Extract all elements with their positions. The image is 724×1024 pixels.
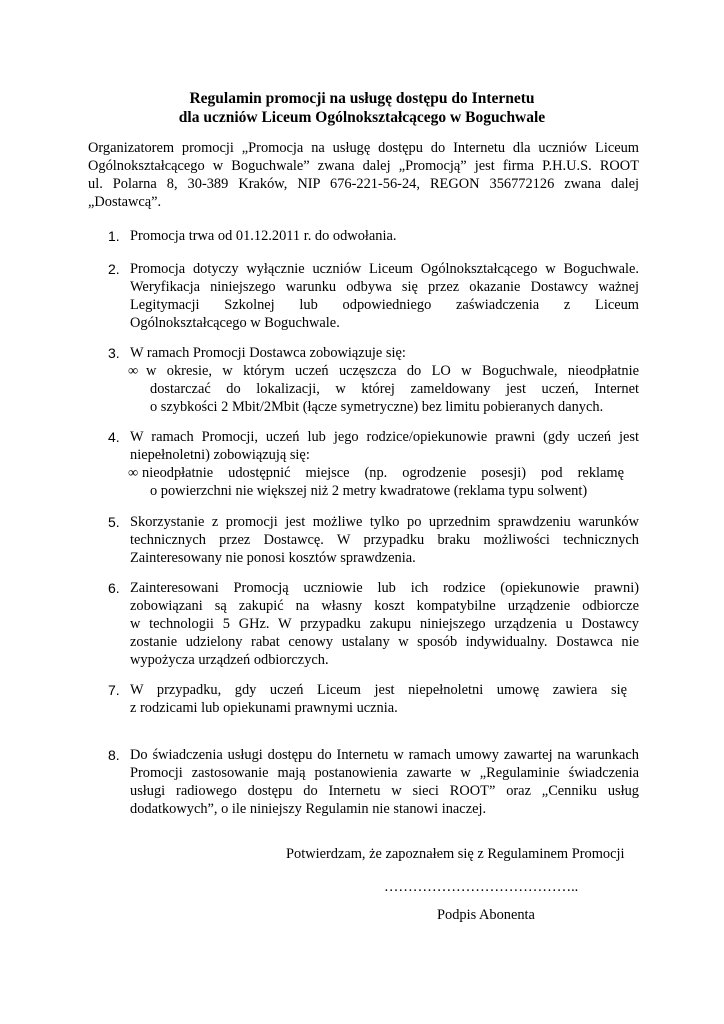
rule-line: Promocja dotyczy wyłącznie uczniów Liceum Ogólnokształcącego w Boguchwale. [130,261,639,277]
intro-line: Ogólnokształcącego w Boguchwale” zwana dalej „Promocją” jest firma P.H.U.S. ROOT [88,158,639,174]
signature-line: ………………………………….. [384,879,579,895]
intro-line: Organizatorem promocji „Promocja na usługę dostępu do Internetu dla uczniów Liceum [88,140,639,156]
rule-text [130,260,639,332]
rule-line: W ramach Promocji, uczeń lub jego rodzice/opiekunowie prawni (gdy uczeń jest [130,429,639,445]
rule-number: 4. [108,429,120,445]
bullet-item [128,362,639,416]
rule-line: Promocja trwa od 01.12.2011 r. do odwołania. [130,228,397,244]
rule-line: W przypadku, gdy uczeń Liceum jest niepełnoletni umowę zawiera się [130,682,627,698]
bullet-line: w okresie, w którym uczeń uczęszcza do LO w Boguchwale, nieodpłatnie [146,363,639,379]
rule-line: Ogólnokształcącego w Boguchwale. [130,315,340,331]
rule-line: Weryfikacja niniejszego warunku odbywa się przez okazanie Dostawcy ważnej [130,279,639,295]
bullet-item [128,464,624,500]
rule-line: Skorzystanie z promocji jest możliwe tylko po uprzednim sprawdzeniu warunków [130,514,639,530]
rule-number: 6. [108,580,120,596]
rule-line: usługi radiowego dostępu do Internetu w sieci ROOT” oraz „Cenniku usług [130,783,639,799]
intro-line: „Dostawcą”. [88,194,162,210]
rule-text [130,513,639,567]
infinity-bullet-icon: ∞ [128,465,139,481]
rule-text [130,428,639,464]
rule-text [130,579,639,669]
bullet-line: dostarczać do lokalizacji, w której zameldowany jest uczeń, Internet [150,381,639,397]
document-title-line-1: Regulamin promocji na usługę dostępu do Internetu [189,90,535,107]
rule-line: zobowiązani są zakupić na własny koszt kompatybilne urządzenie odbiorcze [130,598,639,614]
rule-number: 2. [108,261,120,277]
rule-number: 1. [108,228,120,244]
rule-text [130,227,639,245]
intro-line: ul. Polarna 8, 30-389 Kraków, NIP 676-221-56-24, REGON 356772126 zwana dalej [88,176,639,192]
rule-line: zostanie udzielony rabat cenowy ustalany w sposób indywidualny. Dostawca nie [130,634,639,650]
infinity-bullet-icon: ∞ [128,363,139,379]
rule-text [130,344,639,362]
rule-text [130,681,627,717]
rule-line: Zainteresowani Promocją uczniowie lub ich rodzice (opiekunowie prawni) [130,580,639,596]
rule-line: w technologii 5 GHz. W przypadku zakupu niniejszego urządzenia u Dostawcy [130,616,639,632]
rule-text [130,746,639,818]
rule-number: 5. [108,514,120,530]
rule-bullet [128,464,624,500]
rule-line: niepełnoletni) zobowiązują się: [130,447,310,463]
bullet-line: nieodpłatnie udostępnić miejsce (np. ogrodzenie posesji) pod reklamę [142,465,624,481]
rule-line: W ramach Promocji Dostawca zobowiązuje się: [130,345,406,361]
document-title-line-2: dla uczniów Liceum Ogólnokształcącego w Boguchwale [178,109,546,126]
bullet-line: o szybkości 2 Mbit/2Mbit (łącze symetryczne) bez limitu pobieranych danych. [150,399,604,415]
rule-line: wypożycza urządzeń odbiorczych. [130,652,329,668]
confirmation-statement: Potwierdzam, że zapoznałem się z Regulaminem Promocji [286,846,625,862]
rule-line: Do świadczenia usługi dostępu do Internetu w ramach umowy zawartej na warunkach [130,747,639,763]
rule-number: 8. [108,747,120,763]
rule-bullet [128,362,639,416]
rule-line: technicznych przez Dostawcę. W przypadku braku możliwości technicznych [130,532,639,548]
rule-number: 7. [108,682,120,698]
intro-paragraph [88,139,639,211]
signature-label: Podpis Abonenta [437,907,535,923]
rule-line: Promocji zastosowanie mają postanowienia zawarte w „Regulaminie świadczenia [130,765,639,781]
rule-number: 3. [108,345,120,361]
rule-line: Zainteresowany nie ponosi kosztów sprawdzenia. [130,550,416,566]
rule-line: z rodzicami lub opiekunami prawnymi ucznia. [130,700,398,716]
rule-line: Legitymacji Szkolnej lub odpowiedniego zaświadczenia z Liceum [130,297,639,313]
bullet-line: o powierzchni nie większej niż 2 metry kwadratowe (reklama typu solwent) [150,483,588,499]
rule-line: dodatkowych”, o ile niniejszy Regulamin nie stanowi inaczej. [130,801,487,817]
